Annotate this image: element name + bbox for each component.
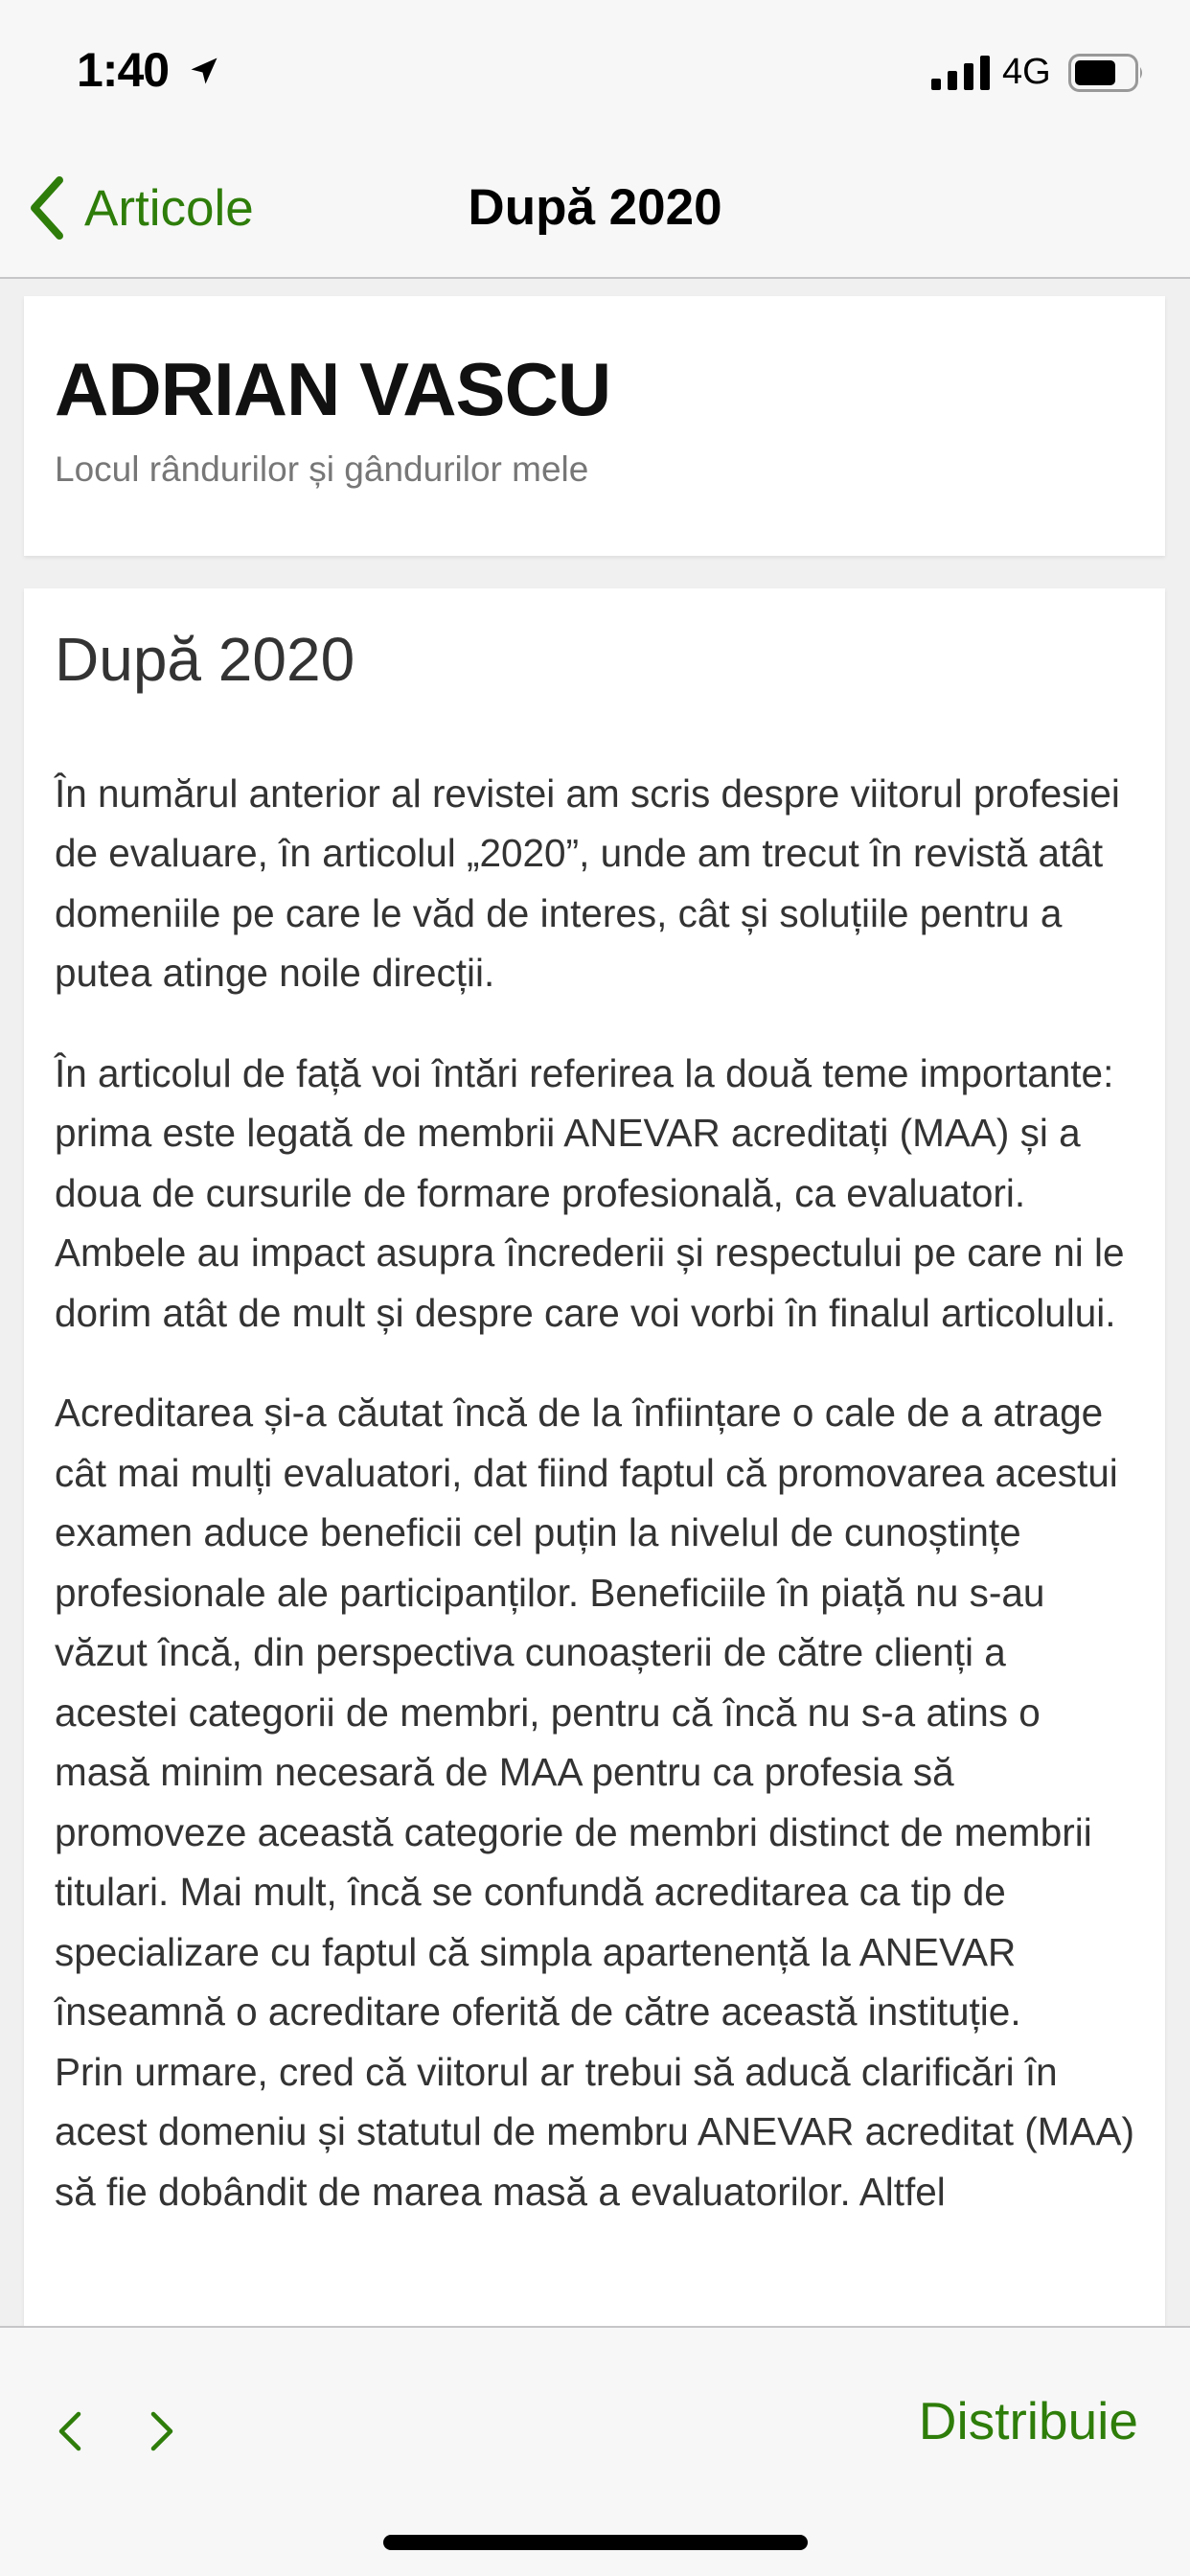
- battery-icon: [1068, 54, 1145, 92]
- article-paragraph: În numărul anterior al revistei am scris despre viitorul profesiei de evaluare, în articolul „2020”, unde am trecut în revistă atât domeniile pe care le văd de interes, cât și soluțiile pentru a putea atinge noile direcții.: [55, 770, 1120, 996]
- article-title: După 2020: [55, 625, 355, 694]
- chevron-right-icon: [144, 2403, 182, 2460]
- content-scroll-area[interactable]: [0, 281, 1190, 2326]
- network-type: 4G: [1002, 52, 1051, 92]
- status-bar: [0, 0, 1190, 134]
- navigation-bar: [0, 134, 1190, 279]
- signal-icon: [931, 56, 991, 90]
- site-header-card: [24, 296, 1165, 556]
- home-indicator[interactable]: [383, 2535, 808, 2550]
- status-time: 1:40: [77, 43, 170, 97]
- previous-article-button[interactable]: [50, 2403, 88, 2460]
- article-paragraph: Acreditarea și-a căutat încă de la înființare o cale de a atrage cât mai mulți evaluatori, dat fiind faptul că promovarea acestui examen aduce beneficii cel puțin la nivelul de cunoștințe profesionale ale participanților. Beneficiile în piață nu s-au văzut încă, din perspectiva cunoașterii de către clienți a acestei categorii de membri, pentru că încă nu s-a atins o masă minim necesară de MAA pentru ca profesia să promoveze această categorie de membri distinct de membrii titulari. Mai mult, încă se confundă acreditarea ca tip de specializare cu faptul că simpla apartenență la ANEVAR înseamnă o acreditare oferită de către această instituție.: [55, 1391, 1118, 2035]
- site-tagline: Locul rândurilor și gândurilor mele: [55, 449, 589, 489]
- back-label: Articole: [84, 179, 254, 237]
- article-paragraph: În articolul de față voi întări referirea la două teme importante: prima este legată de membrii ANEVAR acreditați (MAA) și a doua de cursurile de formare profesională, ca evaluatori. Ambele au impact asupra încrederii și respectului pe care ni le dorim atât de mult și despre care voi vorbi în finalul articolului.: [55, 1050, 1125, 1335]
- site-name[interactable]: ADRIAN VASCU: [55, 347, 611, 431]
- location-arrow-icon: [187, 54, 221, 88]
- article-card: [24, 588, 1165, 2326]
- page-title: După 2020: [468, 179, 722, 236]
- next-article-button[interactable]: [144, 2403, 182, 2460]
- share-button[interactable]: Distribuie: [918, 2391, 1138, 2450]
- article-body: [55, 764, 1134, 2222]
- article-paragraph: Prin urmare, cred că viitorul ar trebui să aducă clarificări în acest domeniu și statutul de membru ANEVAR acreditat (MAA) să fie dobândit de marea masă a evaluatorilor. Altfel: [55, 2049, 1134, 2214]
- chevron-left-icon: [50, 2403, 88, 2460]
